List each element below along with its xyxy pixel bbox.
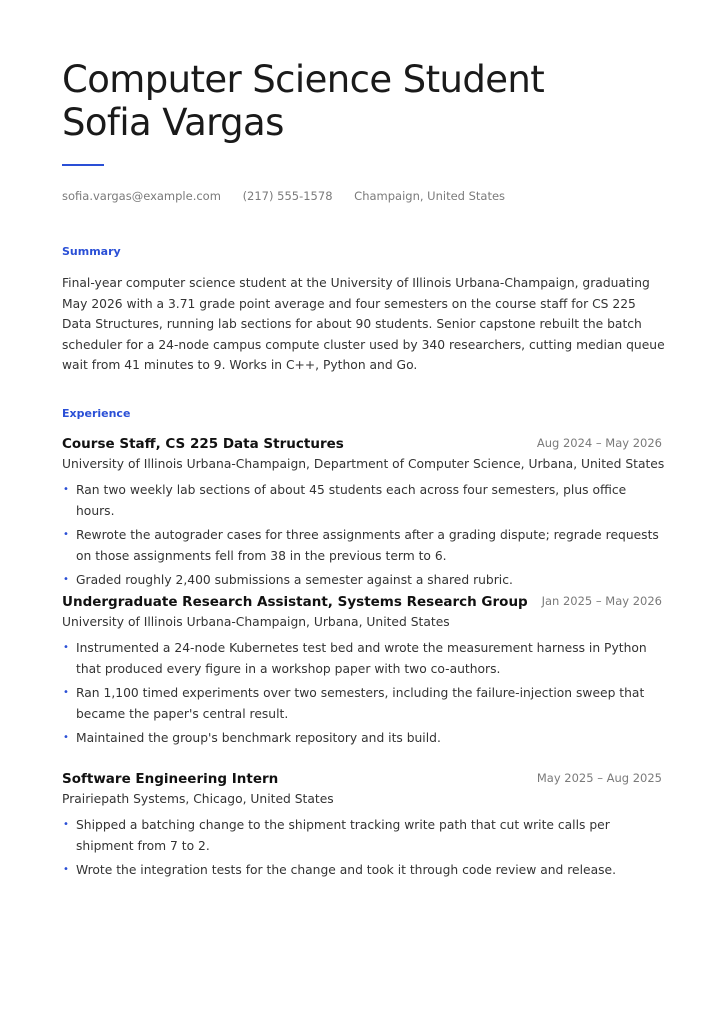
contact-email[interactable]: sofia.vargas@example.com [62,189,221,203]
job-entry [62,592,662,753]
bullet-item: • Shipped a batching change to the shipment tracking write path that cut write calls per shipment from 7 to 2. [62,815,662,856]
job-title: Software Engineering Intern [62,771,279,787]
job-bullets [62,815,662,881]
resume-header [62,58,662,144]
job-header [62,592,662,612]
job-organization: University of Illinois Urbana-Champaign, Urbana, United States [62,615,450,629]
bullet-item: • Instrumented a 24-node Kubernetes test bed and wrote the measurement harness in Python that produced every figure in a workshop paper with two co-authors. [62,638,662,679]
job-header [62,434,662,454]
bullet-item: • Graded roughly 2,400 submissions a semester against a shared rubric. [62,570,662,591]
job-dates: Jan 2025 – May 2026 [541,594,662,608]
bullet-item: • Rewrote the autograder cases for three assignments after a grading dispute; regrade requests on those assignments fell from 38 in the previous term to 6. [62,525,662,566]
job-bullets [62,480,662,591]
summary-text: Final-year computer science student at the University of Illinois Urbana-Champaign, graduating May 2026 with a 3.71 grade point average and four semesters on the course staff for CS 225 Data Structures, running lab sections for about 90 students. Senior capstone rebuilt the batch scheduler for a 24-node campus compute cluster used by 340 researchers, cutting median queue wait from 41 minutes to 9. Works in C++, Python and Go. [62,276,665,372]
bullet-item: • Wrote the integration tests for the change and took it through code review and release. [62,860,662,881]
job-dates: Aug 2024 – May 2026 [536,436,662,450]
accent-divider [62,164,104,166]
job-entry [62,769,662,885]
job-title: Undergraduate Research Assistant, Systems Research Group [62,594,528,610]
bullet-item: • Maintained the group's benchmark repository and its build. [62,728,662,749]
job-organization: University of Illinois Urbana-Champaign, Department of Computer Science, Urbana, United States [62,457,665,471]
bullet-item: • Ran 1,100 timed experiments over two semesters, including the failure-injection sweep that became the paper's central result. [62,683,662,724]
headline-title: Computer Science Student [62,58,545,101]
job-entry [62,434,665,595]
contact-line [62,189,523,203]
bullet-item: • Ran two weekly lab sections of about 45 students each across four semesters, plus office hours. [62,480,662,521]
job-bullets [62,638,662,749]
experience-heading: Experience [62,407,131,420]
summary-heading: Summary [62,245,121,258]
contact-phone: (217) 555-1578 [242,189,333,203]
job-organization: Prairiepath Systems, Chicago, United States [62,792,334,806]
job-title: Course Staff, CS 225 Data Structures [62,436,344,452]
person-name: Sofia Vargas [62,101,284,144]
job-dates: May 2025 – Aug 2025 [536,771,662,785]
contact-location: Champaign, United States [354,189,506,203]
job-header [62,769,662,789]
